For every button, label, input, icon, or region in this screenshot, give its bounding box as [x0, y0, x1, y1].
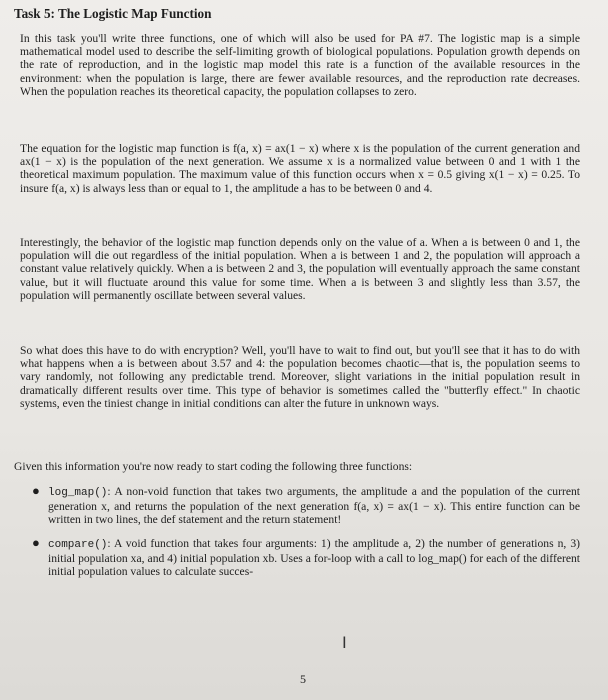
bullet-text: : A void function that takes four arguments: 1) the amplitude a, 2) the number of generations n, 3) initial population xa, and 4) initial population xb. Uses a for-loop with a call to log_map() for each of the different initial population values to calculate succes- [48, 536, 580, 579]
list-item-compare [32, 534, 580, 579]
page-number: 5 [300, 672, 306, 686]
bullet-icon: ● [32, 534, 40, 550]
bullet-icon: ● [32, 483, 40, 498]
task-title: Task 5: The Logistic Map Function [14, 6, 212, 21]
code-log-map: log_map() [48, 487, 108, 499]
text-cursor-icon: I [342, 633, 347, 652]
list-item-log-map [34, 485, 580, 527]
intro-paragraph: In this task you'll write three functions, one of which will also be used for PA #7. The logistic map is a simple mathematical model used to describe the self-limiting growth of biological populations. Population growth depends on the rate of reproduction, and in the logistic map model this rate is a function of the available resources in the environment: when the population is large, there are fewer available resources, and the reproduction rate decreases. When the population reaches its theoretical capacity, the population collapses to zero. [20, 32, 580, 98]
code-compare: compare() [48, 538, 108, 551]
bullet-text: : A non-void function that takes two arguments, the amplitude a and the population of the current generation x, and returns the population of the next generation f(a, x) = ax(1 − x). This entire function can be written in two lines, the def statement and the return statement! [48, 485, 580, 527]
function-list [34, 485, 580, 588]
given-paragraph: Given this information you're now ready to start coding the following three functions: [14, 460, 413, 473]
encryption-paragraph: So what does this have to do with encryption? Well, you'll have to wait to find out, but you'll see that it has to do with what happens when a is between about 3.57 and 4: the population becomes chaotic—that is, the population seems to vary randomly, not following any predictable trend. Moreover, slight variations in the initial population result in dramatically different results over time. This type of behavior is sometimes called the "butterfly effect." In chaotic systems, even the tiniest change in initial conditions can alter the future in unknown ways. [20, 344, 580, 410]
equation-paragraph: The equation for the logistic map function is f(a, x) = ax(1 − x) where x is the population of the current generation and ax(1 − x) is the population of the next generation. We assume x is a normalized value between 0 and 1 with 1 the theoretical maximum population. The maximum value of this function occurs when x = 0.5 giving x(1 − x) = 0.25. To insure f(a, x) is always less than or equal to 1, the amplitude a has to be between 0 and 4. [20, 142, 580, 195]
behavior-paragraph: Interestingly, the behavior of the logistic map function depends only on the value of a. When a is between 0 and 1, the population will die out regardless of the initial population. When a is between 1 and 2, the population will approach a constant value relatively quickly. When a is between 2 and 3, the population will eventually approach the same constant value, but it will fluctuate around this value for some time. When a is between 3 and slightly less than 3.57, the population will permanently oscillate between several values. [20, 236, 580, 302]
